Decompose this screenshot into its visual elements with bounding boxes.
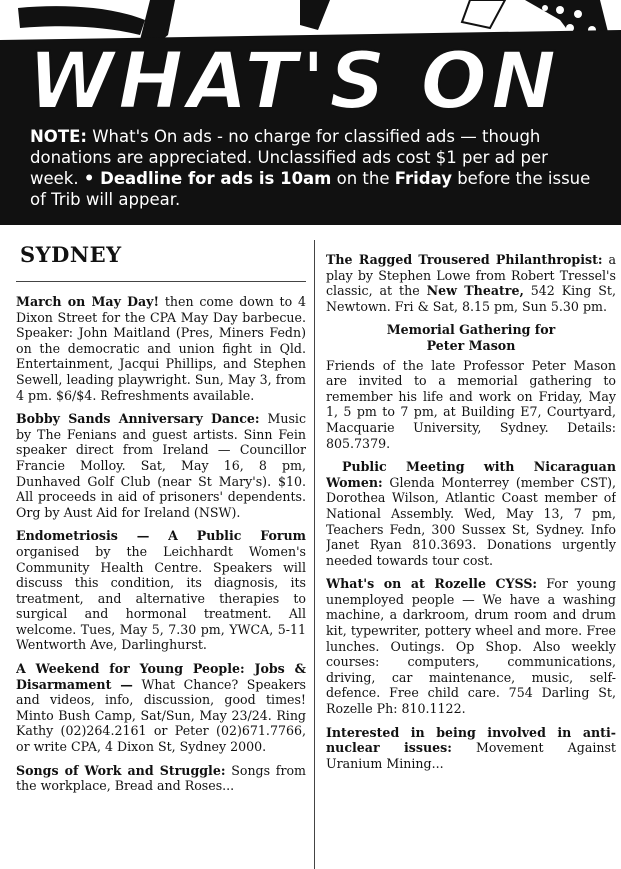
listing-title: Interested in being involved in anti-nuclear issues: [326,724,616,756]
listing-body: Music by The Fenians and guest artists. Sinn Fein speaker direct from Ireland — Councillor Francie Molloy. Sat, May 16, 8 pm, Dunhaved Golf Club (near St Mary's). $10. All proceeds in aid of prisoners' dependents. Org by Aust Aid for Ireland (NSW). [16,411,306,520]
section-heading-sydney: SYDNEY [20,242,122,267]
listing-item [16,411,306,520]
listing-body: 542 King St, Newtown. Fri & Sat, 8.15 pm, Sun 5.30 pm. [326,283,616,314]
listing-body: organised by the Leichhardt Women's Community Health Centre. Speakers will discuss this condition, its diagnosis, its treatment, and alternative therapies to surgical and hormonal treatment. All welcome. Tues, May 5, 7.30 pm, YWCA, 5-11 Wentworth Ave, Darlinghurst. [16,543,306,653]
listing-body: then come down to 4 Dixon Street for the CPA May Day barbecue. Speaker: John Maitland (Pres, Miners Fedn) on the democratic and union fight in Qld. Entertainment, Jacqui Phillips, and Stephen Sewell, leading playwright. Sun, May 3, from 4 pm. $6/$4. Refreshments available. [16,294,306,403]
listing-item [16,661,306,755]
listing-item [16,528,306,653]
listing-title: The Ragged Trousered Philanthropist: [326,252,603,267]
column-divider [314,240,315,869]
listing-item [326,725,616,772]
listing-item [326,459,616,568]
right-column [326,252,616,869]
whats-on-title-graphic [0,0,621,118]
listing-title: Public Meeting with Nicaraguan Women: [326,459,616,490]
listing-body: Songs from the workplace, Bread and Roses... [16,762,306,794]
note-text-1: What's On ads - no charge for classified ads — though donations are appreciated. Unclassified ads cost $1 per ad per week. [30,127,548,188]
banner-title: WHAT'S ON [28,37,561,118]
listing-title: What's on at Rozelle CYSS: [326,576,538,592]
note-bullet: • [83,169,95,188]
note-text-2: on the [331,169,395,188]
listing-item [326,576,616,716]
memorial-heading [326,322,616,353]
listing-body: For young unemployed people — We have a washing machine, a darkroom, drum room and drum kit, typewriter, pottery wheel and more. Free lunches. Outings. Op Shop. Also weekly courses: computers, communications, driving, car maintenance, music, self-defence. Free child care. 754 Darling St, Rozelle Ph: 810.1122. [326,576,616,717]
listing-body: Glenda Monterrey (member CST), Dorothea Wilson, Atlantic Coast member of National Assembly. Wed, May 13, 7 pm, Teachers Fedn, 300 Sussex St, Sydney. Info Janet Ryan 810.3693. Donations urgently needed towards tour cost. [326,474,616,568]
note-label: NOTE: [30,127,87,146]
note-friday: Friday [394,169,452,188]
listing-item [16,294,306,403]
banner [0,0,621,225]
listing-body: a play by Stephen Lowe from Robert Tressel's classic, at the [326,252,616,299]
listing-body: Movement Against Uranium Mining... [326,740,616,771]
section-rule [16,281,306,282]
note-text-3: before the issue of Trib will appear. [30,169,591,209]
listing-title: Bobby Sands Anniversary Dance: [16,411,260,427]
memorial-heading-line-1: Memorial Gathering for [386,322,556,338]
listing-title: Endometriosis — A Public Forum [16,528,306,544]
left-column [16,240,306,869]
banner-title-art [0,0,621,118]
listing-title: A Weekend for Young People: Jobs & Disarmament — [16,661,306,692]
memorial-heading-line-2: Peter Mason [426,337,516,353]
listing-body: What Chance? Speakers and videos, info, discussion, good times! Minto Bush Camp, Sat/Sun, May 23/24. Ring Kathy (02)264.2161 or Peter (02)671.7766, or write CPA, 4 Dixon St, Sydney 2000. [16,676,306,755]
note-box [0,118,621,225]
listing-title: March on May Day! [16,294,160,309]
listing-item [326,252,616,314]
listing-venue: New Theatre, [426,283,524,299]
note-deadline: Deadline for ads is 10am [94,169,332,188]
listing-title: Songs of Work and Struggle: [16,762,226,778]
listing-item [16,763,306,794]
listing-item: Friends of the late Professor Peter Mason are invited to a memorial gathering to remember his life and work on Friday, May 1, 5 pm to 7 pm, at Building E7, Courtyard, Macquarie University, Sydney. Details: 805.7379. [326,357,616,451]
